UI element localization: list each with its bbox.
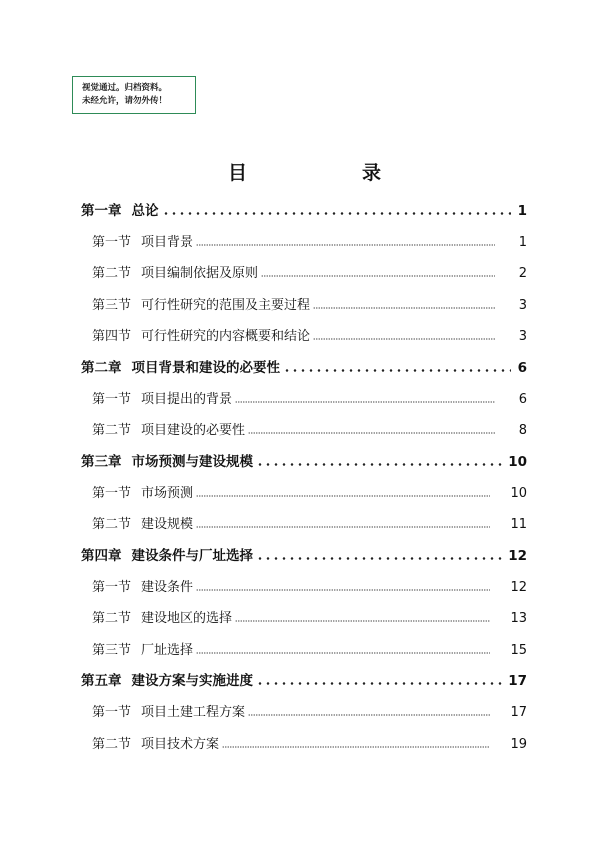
entry-page: 10 xyxy=(508,454,527,470)
dot-leader xyxy=(196,589,490,591)
entry-number: 第四节 xyxy=(92,329,132,344)
dot-leader xyxy=(313,338,495,340)
entry-title: 项目土建工程方案 xyxy=(141,705,246,720)
entry-title: 可行性研究的内容概要和结论 xyxy=(141,329,311,344)
toc-entry[interactable] xyxy=(92,324,527,344)
entry-number: 第二节 xyxy=(92,423,132,438)
dot-leader xyxy=(196,652,490,654)
dot-leader xyxy=(248,432,495,434)
dot-leader xyxy=(196,526,490,528)
entry-page: 3 xyxy=(518,329,527,344)
dot-leader xyxy=(196,244,495,246)
entry-title: 建设地区的选择 xyxy=(141,611,233,626)
entry-number: 第二节 xyxy=(92,266,132,281)
entry-title: 建设条件 xyxy=(141,580,194,595)
entry-number: 第二节 xyxy=(92,611,132,626)
toc-entry[interactable] xyxy=(92,575,527,595)
dot-leader xyxy=(162,212,512,215)
entry-page: 12 xyxy=(510,580,527,595)
entry-page: 17 xyxy=(510,705,527,720)
dot-leader xyxy=(256,463,504,466)
entry-page: 19 xyxy=(510,737,527,752)
entry-page: 1 xyxy=(517,203,527,219)
dot-leader xyxy=(261,275,495,277)
entry-page: 12 xyxy=(508,548,527,564)
dot-leader xyxy=(313,307,495,309)
toc-entry[interactable] xyxy=(81,669,527,689)
entry-number: 第三节 xyxy=(92,298,132,313)
dot-leader xyxy=(196,495,490,497)
toc-entry[interactable] xyxy=(92,387,527,407)
toc-title-char-2: 录 xyxy=(362,162,382,184)
dot-leader xyxy=(283,369,511,372)
entry-title: 市场预测 xyxy=(141,486,194,501)
entry-title: 项目提出的背景 xyxy=(141,392,233,407)
entry-page: 6 xyxy=(517,360,527,376)
entry-page: 10 xyxy=(510,486,527,501)
toc-entry[interactable] xyxy=(92,700,527,720)
entry-number: 第五章 xyxy=(81,673,122,689)
dot-leader xyxy=(235,620,490,622)
entry-page: 1 xyxy=(518,235,527,250)
toc-entry[interactable] xyxy=(92,606,527,626)
entry-title: 项目背景和建设的必要性 xyxy=(131,360,280,376)
dot-leader xyxy=(256,557,504,560)
toc-entry[interactable] xyxy=(92,638,527,658)
toc-entry[interactable] xyxy=(92,293,527,313)
entry-title: 建设条件与厂址选择 xyxy=(131,548,253,564)
entry-number: 第三章 xyxy=(81,454,122,470)
entry-title: 总论 xyxy=(131,203,159,219)
entry-number: 第一节 xyxy=(92,486,132,501)
entry-number: 第一节 xyxy=(92,392,132,407)
entry-page: 8 xyxy=(518,423,527,438)
entry-title: 建设规模 xyxy=(141,517,194,532)
dot-leader xyxy=(248,714,490,716)
entry-number: 第四章 xyxy=(81,548,122,564)
entry-title: 建设方案与实施进度 xyxy=(131,673,253,689)
toc-title-char-1: 目 xyxy=(228,162,248,184)
stamp-line-1: 视觉通过。归档资料。 xyxy=(82,83,168,93)
entry-page: 15 xyxy=(510,643,527,658)
entry-page: 3 xyxy=(518,298,527,313)
toc-entry[interactable] xyxy=(81,356,527,376)
entry-number: 第一章 xyxy=(81,203,122,219)
entry-title: 项目背景 xyxy=(141,235,194,250)
entry-number: 第三节 xyxy=(92,643,132,658)
dot-leader xyxy=(235,401,495,403)
entry-title: 项目建设的必要性 xyxy=(141,423,246,438)
toc-entry[interactable] xyxy=(92,732,527,752)
toc-entry[interactable] xyxy=(81,199,527,219)
entry-number: 第二节 xyxy=(92,517,132,532)
toc-entry[interactable] xyxy=(92,261,527,281)
toc-entry[interactable] xyxy=(81,450,527,470)
entry-page: 6 xyxy=(518,392,527,407)
entry-title: 项目编制依据及原则 xyxy=(141,266,259,281)
entry-title: 市场预测与建设规模 xyxy=(131,454,253,470)
entry-title: 可行性研究的范围及主要过程 xyxy=(141,298,311,313)
entry-page: 17 xyxy=(508,673,527,689)
toc-entry[interactable] xyxy=(92,481,527,501)
entry-number: 第一节 xyxy=(92,580,132,595)
entry-number: 第二节 xyxy=(92,737,132,752)
toc-entry[interactable] xyxy=(81,544,527,564)
entry-title: 项目技术方案 xyxy=(141,737,220,752)
entry-title: 厂址选择 xyxy=(141,643,194,658)
toc-entry[interactable] xyxy=(92,418,527,438)
entry-page: 2 xyxy=(518,266,527,281)
stamp-line-2: 未经允许，请勿外传！ xyxy=(82,96,168,106)
entry-page: 13 xyxy=(510,611,527,626)
dot-leader xyxy=(256,682,504,685)
entry-page: 11 xyxy=(510,517,527,532)
entry-number: 第一节 xyxy=(92,235,132,250)
toc-entry[interactable] xyxy=(92,512,527,532)
dot-leader xyxy=(222,746,490,748)
entry-number: 第一节 xyxy=(92,705,132,720)
toc-entry[interactable] xyxy=(92,230,527,250)
entry-number: 第二章 xyxy=(81,360,122,376)
